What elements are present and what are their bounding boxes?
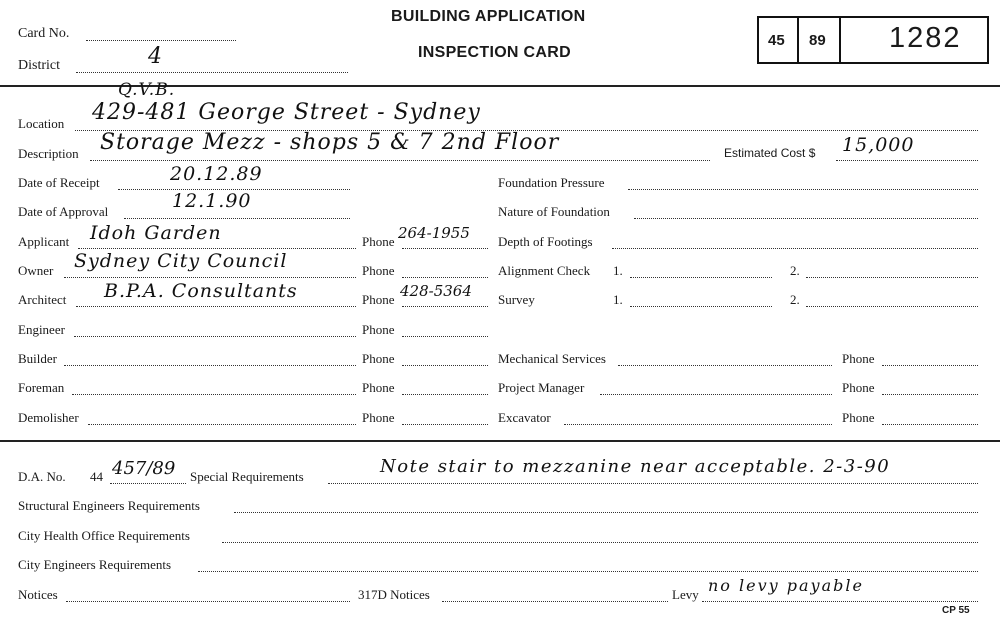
da-no-field[interactable] (110, 483, 186, 484)
mechanical-services-phone-label: Phone (842, 351, 875, 366)
builder-label: Builder (18, 351, 57, 366)
notices-field[interactable] (66, 601, 350, 602)
estimated-cost-field[interactable] (836, 160, 978, 161)
foreman-phone-field[interactable] (402, 394, 488, 395)
notices-label: Notices (18, 587, 58, 602)
alignment-check-label: Alignment Check (498, 263, 591, 278)
levy-field[interactable] (702, 601, 978, 602)
demolisher-phone-field[interactable] (402, 424, 488, 425)
date-of-receipt-value: 20.12.89 (170, 163, 263, 185)
box-a: 45 (768, 32, 785, 49)
location-label: Location (18, 116, 65, 131)
survey-label: Survey (498, 292, 535, 307)
engineer-label: Engineer (18, 322, 65, 337)
description-field[interactable] (90, 160, 710, 161)
demolisher-phone-label: Phone (362, 410, 395, 425)
city-health-label: City Health Office Requirements (18, 528, 190, 543)
project-manager-field[interactable] (600, 394, 832, 395)
architect-phone-value: 428-5364 (400, 282, 472, 300)
survey-field-1[interactable] (630, 306, 772, 307)
alignment-check-field-2[interactable] (806, 277, 978, 278)
architect-field[interactable] (76, 306, 356, 307)
survey-num-2: 2. (790, 292, 800, 307)
nature-of-foundation-label: Nature of Foundation (498, 204, 610, 219)
location-value: 429-481 George Street - Sydney (92, 100, 481, 125)
survey-field-2[interactable] (806, 306, 978, 307)
owner-field[interactable] (64, 277, 356, 278)
city-health-field[interactable] (222, 542, 978, 543)
structural-engineers-label: Structural Engineers Requirements (18, 498, 200, 513)
card-number-box (757, 16, 989, 64)
title-line-1: BUILDING APPLICATION (391, 8, 586, 25)
mechanical-services-label: Mechanical Services (498, 351, 606, 366)
card-number: 1282 (889, 22, 962, 54)
applicant-phone-value: 264-1955 (398, 224, 470, 242)
location-value-top: Q.V.B. (118, 80, 176, 100)
description-value: Storage Mezz - shops 5 & 7 2nd Floor (100, 130, 560, 155)
alignment-num-1: 1. (613, 263, 623, 278)
district-field[interactable] (76, 72, 348, 73)
foreman-field[interactable] (72, 394, 356, 395)
applicant-value: Idoh Garden (90, 222, 222, 244)
owner-phone-label: Phone (362, 263, 395, 278)
builder-phone-field[interactable] (402, 365, 488, 366)
date-of-approval-value: 12.1.90 (172, 190, 252, 212)
city-engineers-field[interactable] (198, 571, 978, 572)
notices-317d-label: 317D Notices (358, 587, 430, 602)
card-no-field[interactable] (86, 40, 236, 41)
mechanical-services-field[interactable] (618, 365, 832, 366)
district-label: District (18, 58, 60, 73)
title-line-2: INSPECTION CARD (418, 44, 571, 61)
date-of-approval-label: Date of Approval (18, 204, 109, 219)
foundation-pressure-label: Foundation Pressure (498, 175, 605, 190)
special-requirements-label: Special Requirements (190, 469, 304, 484)
box-b: 89 (809, 32, 826, 49)
da-prefix: 44 (90, 469, 103, 484)
nature-of-foundation-field[interactable] (634, 218, 978, 219)
architect-label: Architect (18, 292, 67, 307)
card-no-label: Card No. (18, 26, 70, 41)
notices-317d-field[interactable] (442, 601, 668, 602)
project-manager-phone-label: Phone (842, 380, 875, 395)
levy-value: no levy payable (708, 576, 864, 595)
depth-of-footings-label: Depth of Footings (498, 234, 593, 249)
demolisher-field[interactable] (88, 424, 356, 425)
demolisher-label: Demolisher (18, 410, 79, 425)
foreman-label: Foreman (18, 380, 65, 395)
engineer-field[interactable] (74, 336, 356, 337)
architect-phone-label: Phone (362, 292, 395, 307)
form-code: CP 55 (942, 605, 970, 616)
survey-num-1: 1. (613, 292, 623, 307)
applicant-label: Applicant (18, 234, 70, 249)
date-of-approval-field[interactable] (124, 218, 350, 219)
alignment-num-2: 2. (790, 263, 800, 278)
excavator-label: Excavator (498, 410, 551, 425)
excavator-field[interactable] (564, 424, 832, 425)
district-value: 4 (148, 44, 163, 69)
mechanical-services-phone-field[interactable] (882, 365, 978, 366)
applicant-field[interactable] (78, 248, 356, 249)
date-of-receipt-label: Date of Receipt (18, 175, 100, 190)
estimated-cost-value: 15,000 (842, 134, 915, 156)
estimated-cost-label: Estimated Cost $ (724, 146, 816, 160)
architect-phone-field[interactable] (402, 306, 488, 307)
applicant-phone-field[interactable] (402, 248, 488, 249)
foreman-phone-label: Phone (362, 380, 395, 395)
special-requirements-field[interactable] (328, 483, 978, 484)
owner-value: Sydney City Council (74, 250, 288, 272)
owner-label: Owner (18, 263, 54, 278)
da-value: 457/89 (112, 458, 176, 479)
architect-value: B.P.A. Consultants (104, 280, 298, 302)
depth-of-footings-field[interactable] (612, 248, 978, 249)
structural-engineers-field[interactable] (234, 512, 978, 513)
project-manager-phone-field[interactable] (882, 394, 978, 395)
da-no-label: D.A. No. (18, 469, 66, 484)
project-manager-label: Project Manager (498, 380, 585, 395)
alignment-check-field-1[interactable] (630, 277, 772, 278)
levy-label: Levy (672, 587, 699, 602)
section-divider (0, 440, 1000, 442)
applicant-phone-label: Phone (362, 234, 395, 249)
special-requirements-value: Note stair to mezzanine near acceptable. 2-3-90 (380, 456, 891, 477)
engineer-phone-label: Phone (362, 322, 395, 337)
engineer-phone-field[interactable] (402, 336, 488, 337)
city-engineers-label: City Engineers Requirements (18, 557, 172, 572)
builder-phone-label: Phone (362, 351, 395, 366)
description-label: Description (18, 146, 79, 161)
builder-field[interactable] (64, 365, 356, 366)
foundation-pressure-field[interactable] (628, 189, 978, 190)
owner-phone-field[interactable] (402, 277, 488, 278)
excavator-phone-label: Phone (842, 410, 875, 425)
excavator-phone-field[interactable] (882, 424, 978, 425)
